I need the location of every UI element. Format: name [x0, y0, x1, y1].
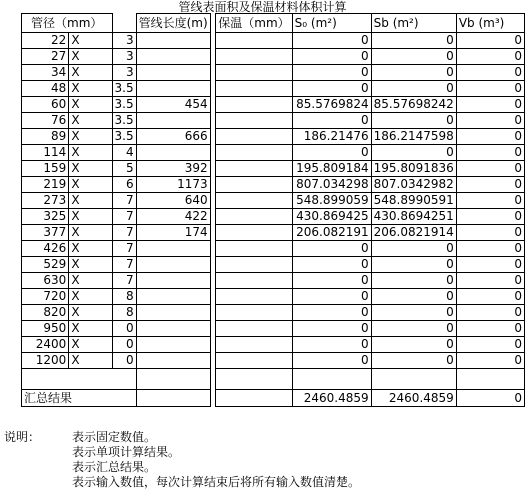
table-row	[22, 161, 525, 177]
times-sign-cell: X	[69, 241, 112, 257]
summary-vb: 0	[456, 390, 524, 407]
vb-result-cell: 0	[456, 161, 524, 177]
pipe-diameter-cell: 325	[22, 209, 69, 225]
length-input-cell[interactable]	[136, 241, 210, 257]
blank-cell	[456, 369, 524, 390]
header-vb: Vb (m³)	[456, 14, 524, 33]
table-body	[22, 14, 525, 407]
times-sign-cell: X	[69, 145, 112, 161]
pipe-diameter-cell: 529	[22, 257, 69, 273]
length-input-cell[interactable]: 174	[136, 225, 210, 241]
times-sign-cell: X	[69, 33, 112, 49]
times-sign-cell: X	[69, 305, 112, 321]
s0-result-cell: 0	[292, 81, 371, 97]
summary-row	[22, 390, 525, 407]
insulation-input-cell[interactable]	[216, 241, 292, 257]
length-input-cell[interactable]	[136, 49, 210, 65]
table-row	[22, 97, 525, 113]
vb-result-cell: 0	[456, 113, 524, 129]
insulation-input-cell[interactable]	[216, 305, 292, 321]
length-input-cell[interactable]: 422	[136, 209, 210, 225]
wall-thickness-cell: 0	[112, 353, 136, 369]
sb-result-cell: 0	[371, 241, 456, 257]
blank-cell	[136, 369, 210, 390]
length-input-cell[interactable]	[136, 305, 210, 321]
vb-result-cell: 0	[456, 145, 524, 161]
wall-thickness-cell: 0	[112, 321, 136, 337]
sb-result-cell: 548.8990591	[371, 193, 456, 209]
insulation-input-cell[interactable]	[216, 81, 292, 97]
table-row	[22, 129, 525, 145]
insulation-input-cell[interactable]	[216, 113, 292, 129]
table-row	[22, 209, 525, 225]
table-row	[22, 81, 525, 97]
wall-thickness-cell: 0	[112, 337, 136, 353]
header-row	[22, 14, 525, 33]
vb-result-cell: 0	[456, 225, 524, 241]
sb-result-cell: 0	[371, 145, 456, 161]
pipe-diameter-cell: 27	[22, 49, 69, 65]
insulation-input-cell[interactable]	[216, 209, 292, 225]
vb-result-cell: 0	[456, 241, 524, 257]
wall-thickness-cell: 3.5	[112, 97, 136, 113]
blank-cell	[22, 369, 137, 390]
times-sign-cell: X	[69, 81, 112, 97]
insulation-input-cell[interactable]	[216, 97, 292, 113]
vb-result-cell: 0	[456, 177, 524, 193]
s0-result-cell: 0	[292, 65, 371, 81]
insulation-input-cell[interactable]	[216, 145, 292, 161]
sb-result-cell: 0	[371, 113, 456, 129]
times-sign-cell: X	[69, 353, 112, 369]
pipe-diameter-cell: 48	[22, 81, 69, 97]
length-input-cell[interactable]	[136, 257, 210, 273]
blank-cell	[292, 369, 371, 390]
times-sign-cell: X	[69, 257, 112, 273]
wall-thickness-cell: 4	[112, 145, 136, 161]
insulation-input-cell[interactable]	[216, 193, 292, 209]
length-input-cell[interactable]	[136, 337, 210, 353]
table-row	[22, 289, 525, 305]
insulation-input-cell[interactable]	[216, 33, 292, 49]
pipe-diameter-cell: 720	[22, 289, 69, 305]
note-summary-result: 表示汇总结果。	[72, 460, 157, 474]
sb-result-cell: 195.8091836	[371, 161, 456, 177]
wall-thickness-cell: 3.5	[112, 81, 136, 97]
summary-blank	[136, 390, 210, 407]
sb-result-cell: 0	[371, 257, 456, 273]
s0-result-cell: 206.082191	[292, 225, 371, 241]
times-sign-cell: X	[69, 273, 112, 289]
pipe-diameter-cell: 22	[22, 33, 69, 49]
wall-thickness-cell: 3	[112, 33, 136, 49]
wall-thickness-cell: 6	[112, 177, 136, 193]
pipe-diameter-cell: 273	[22, 193, 69, 209]
note-input-value: 表示输入数值，每次计算结束后将所有输入数值清楚。	[72, 475, 361, 489]
sb-result-cell: 0	[371, 337, 456, 353]
wall-thickness-cell: 5	[112, 161, 136, 177]
wall-thickness-cell: 7	[112, 273, 136, 289]
pipe-diameter-cell: 60	[22, 97, 69, 113]
vb-result-cell: 0	[456, 81, 524, 97]
length-input-cell[interactable]: 1173	[136, 177, 210, 193]
times-sign-cell: X	[69, 321, 112, 337]
s0-result-cell: 0	[292, 273, 371, 289]
length-input-cell[interactable]	[136, 33, 210, 49]
table-row	[22, 193, 525, 209]
sb-result-cell: 807.0342982	[371, 177, 456, 193]
pipe-diameter-cell: 76	[22, 113, 69, 129]
insulation-input-cell[interactable]	[216, 49, 292, 65]
vb-result-cell: 0	[456, 321, 524, 337]
length-input-cell[interactable]: 640	[136, 193, 210, 209]
s0-result-cell: 0	[292, 289, 371, 305]
insulation-input-cell[interactable]	[216, 161, 292, 177]
table-row	[22, 49, 525, 65]
length-input-cell[interactable]: 666	[136, 129, 210, 145]
pipe-diameter-cell: 950	[22, 321, 69, 337]
vb-result-cell: 0	[456, 305, 524, 321]
s0-result-cell: 0	[292, 241, 371, 257]
insulation-input-cell[interactable]	[216, 321, 292, 337]
sb-result-cell: 85.57698242	[371, 97, 456, 113]
blank-cell	[371, 369, 456, 390]
pipe-diameter-cell: 159	[22, 161, 69, 177]
times-sign-cell: X	[69, 65, 112, 81]
vb-result-cell: 0	[456, 337, 524, 353]
length-input-cell[interactable]	[136, 145, 210, 161]
length-input-cell[interactable]	[136, 289, 210, 305]
times-sign-cell: X	[69, 337, 112, 353]
times-sign-cell: X	[69, 49, 112, 65]
summary-label: 汇总结果	[22, 390, 137, 407]
s0-result-cell: 0	[292, 145, 371, 161]
sb-result-cell: 206.0821914	[371, 225, 456, 241]
vb-result-cell: 0	[456, 193, 524, 209]
blank-cell	[216, 369, 292, 390]
sb-result-cell: 186.2147598	[371, 129, 456, 145]
sheet-title: 管线表面积及保温材料体积计算	[178, 0, 347, 14]
wall-thickness-cell: 3	[112, 49, 136, 65]
summary-blank	[216, 390, 292, 407]
pipe-diameter-cell: 630	[22, 273, 69, 289]
s0-result-cell: 0	[292, 113, 371, 129]
vb-result-cell: 0	[456, 257, 524, 273]
s0-result-cell: 195.809184	[292, 161, 371, 177]
calc-table	[21, 13, 525, 407]
s0-result-cell: 0	[292, 337, 371, 353]
table-row	[22, 305, 525, 321]
vb-result-cell: 0	[456, 273, 524, 289]
sb-result-cell: 430.8694251	[371, 209, 456, 225]
wall-thickness-cell: 7	[112, 209, 136, 225]
table-row	[22, 321, 525, 337]
sb-result-cell: 0	[371, 305, 456, 321]
sb-result-cell: 0	[371, 289, 456, 305]
notes-label: 说明：	[4, 430, 41, 444]
s0-result-cell: 0	[292, 49, 371, 65]
s0-result-cell: 0	[292, 305, 371, 321]
table-row	[22, 273, 525, 289]
header-gap	[112, 14, 136, 33]
header-pipe-dia: 管径（mm）	[22, 14, 113, 33]
wall-thickness-cell: 7	[112, 225, 136, 241]
table-row	[22, 225, 525, 241]
vb-result-cell: 0	[456, 97, 524, 113]
vb-result-cell: 0	[456, 129, 524, 145]
s0-result-cell: 0	[292, 257, 371, 273]
times-sign-cell: X	[69, 209, 112, 225]
table-row	[22, 241, 525, 257]
table-row	[22, 353, 525, 369]
wall-thickness-cell: 7	[112, 257, 136, 273]
vb-result-cell: 0	[456, 289, 524, 305]
insulation-input-cell[interactable]	[216, 225, 292, 241]
times-sign-cell: X	[69, 289, 112, 305]
length-input-cell[interactable]	[136, 81, 210, 97]
times-sign-cell: X	[69, 129, 112, 145]
insulation-input-cell[interactable]	[216, 65, 292, 81]
notes-lines	[72, 430, 492, 490]
s0-result-cell: 0	[292, 33, 371, 49]
times-sign-cell: X	[69, 177, 112, 193]
vb-result-cell: 0	[456, 33, 524, 49]
length-input-cell[interactable]	[136, 321, 210, 337]
pipe-diameter-cell: 34	[22, 65, 69, 81]
table-row	[22, 145, 525, 161]
s0-result-cell: 807.034298	[292, 177, 371, 193]
length-input-cell[interactable]	[136, 65, 210, 81]
times-sign-cell: X	[69, 113, 112, 129]
length-input-cell[interactable]	[136, 273, 210, 289]
header-insulation: 保温（mm）	[216, 14, 292, 33]
length-input-cell[interactable]: 454	[136, 97, 210, 113]
insulation-input-cell[interactable]	[216, 337, 292, 353]
blank-row	[22, 369, 525, 390]
pipe-diameter-cell: 2400	[22, 337, 69, 353]
table-row	[22, 177, 525, 193]
header-s0: S₀ (m²)	[292, 14, 371, 33]
wall-thickness-cell: 7	[112, 241, 136, 257]
times-sign-cell: X	[69, 193, 112, 209]
vb-result-cell: 0	[456, 209, 524, 225]
insulation-input-cell[interactable]	[216, 177, 292, 193]
sb-result-cell: 0	[371, 321, 456, 337]
length-input-cell[interactable]	[136, 113, 210, 129]
pipe-diameter-cell: 377	[22, 225, 69, 241]
table-row	[22, 33, 525, 49]
pipe-diameter-cell: 1200	[22, 353, 69, 369]
sb-result-cell: 0	[371, 353, 456, 369]
s0-result-cell: 186.21476	[292, 129, 371, 145]
pipe-diameter-cell: 89	[22, 129, 69, 145]
length-input-cell[interactable]: 392	[136, 161, 210, 177]
insulation-input-cell[interactable]	[216, 273, 292, 289]
pipe-diameter-cell: 820	[22, 305, 69, 321]
s0-result-cell: 0	[292, 353, 371, 369]
s0-result-cell: 0	[292, 321, 371, 337]
table-row	[22, 65, 525, 81]
summary-s0: 2460.4859	[292, 390, 371, 407]
sb-result-cell: 0	[371, 65, 456, 81]
times-sign-cell: X	[69, 97, 112, 113]
header-sb: Sb (m²)	[371, 14, 456, 33]
wall-thickness-cell: 3.5	[112, 113, 136, 129]
note-item-result: 表示单项计算结果。	[72, 445, 181, 459]
insulation-input-cell[interactable]	[216, 129, 292, 145]
table-row	[22, 113, 525, 129]
insulation-input-cell[interactable]	[216, 289, 292, 305]
table-row	[22, 257, 525, 273]
wall-thickness-cell: 3	[112, 65, 136, 81]
wall-thickness-cell: 7	[112, 193, 136, 209]
s0-result-cell: 85.5769824	[292, 97, 371, 113]
times-sign-cell: X	[69, 225, 112, 241]
sb-result-cell: 0	[371, 81, 456, 97]
vb-result-cell: 0	[456, 65, 524, 81]
wall-thickness-cell: 8	[112, 289, 136, 305]
insulation-input-cell[interactable]	[216, 353, 292, 369]
note-fixed-value: 表示固定数值。	[72, 430, 157, 444]
summary-sb: 2460.4859	[371, 390, 456, 407]
length-input-cell[interactable]	[136, 353, 210, 369]
sb-result-cell: 0	[371, 49, 456, 65]
wall-thickness-cell: 3.5	[112, 129, 136, 145]
table-row	[22, 337, 525, 353]
times-sign-cell: X	[69, 161, 112, 177]
pipe-diameter-cell: 114	[22, 145, 69, 161]
s0-result-cell: 548.899059	[292, 193, 371, 209]
sb-result-cell: 0	[371, 33, 456, 49]
insulation-input-cell[interactable]	[216, 257, 292, 273]
vb-result-cell: 0	[456, 353, 524, 369]
wall-thickness-cell: 8	[112, 305, 136, 321]
vb-result-cell: 0	[456, 49, 524, 65]
header-length: 管线长度(m)	[136, 14, 210, 33]
sb-result-cell: 0	[371, 273, 456, 289]
pipe-diameter-cell: 219	[22, 177, 69, 193]
s0-result-cell: 430.869425	[292, 209, 371, 225]
pipe-diameter-cell: 426	[22, 241, 69, 257]
